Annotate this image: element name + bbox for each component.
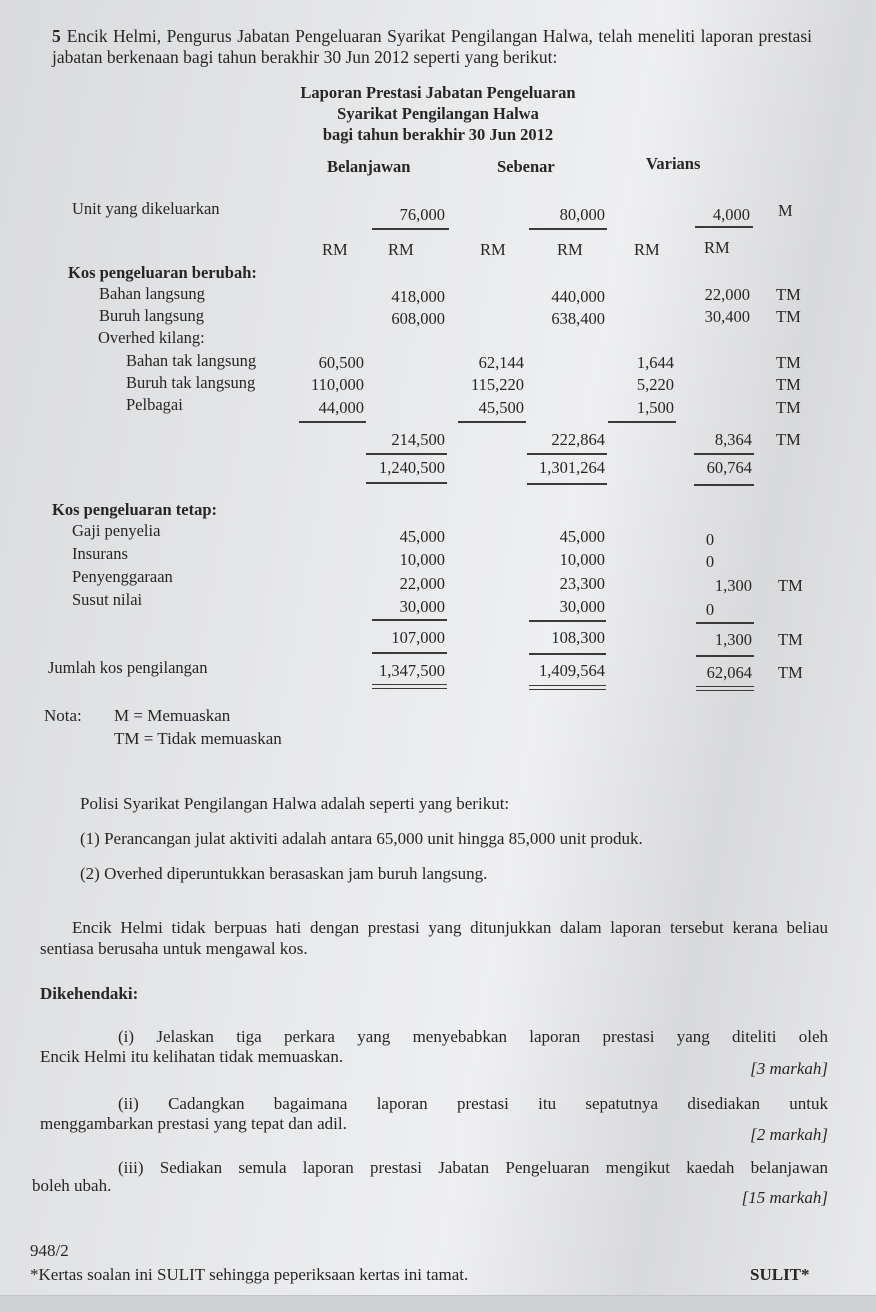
row-budget: 45,000: [399, 527, 445, 546]
grand-total-label: Jumlah kos pengilangan: [48, 658, 208, 677]
underline: [529, 620, 606, 622]
row-budget: 22,000: [399, 574, 445, 593]
units-actual: 80,000: [559, 205, 605, 224]
row-actual-inner: 45,500: [478, 398, 524, 417]
row-budget: 10,000: [399, 550, 445, 569]
policy-intro: Polisi Syarikat Pengilangan Halwa adalah seperti yang berikut:: [80, 794, 510, 813]
report-title-line-2: Syarikat Pengilangan Halwa: [337, 104, 539, 123]
underline: [299, 421, 366, 423]
fixed-subtotal-actual: 108,300: [551, 628, 605, 647]
note-line-1: M = Memuaskan: [114, 706, 231, 725]
row-actual-inner: 115,220: [470, 375, 524, 394]
row-variance-inner: 5,220: [636, 375, 674, 394]
units-budget: 76,000: [399, 205, 445, 224]
overhead-subtotal-budget: 214,500: [391, 430, 445, 449]
row-variance: 30,400: [704, 307, 750, 326]
underline: [696, 622, 754, 624]
units-variance: 4,000: [712, 205, 750, 224]
fixed-subtotal-variance: 1,300: [714, 630, 752, 649]
task-1-number: (i): [118, 1027, 135, 1046]
page-edge: [0, 1295, 876, 1312]
row-label: Penyenggaraan: [72, 567, 173, 586]
confidential-notice: *Kertas soalan ini SULIT sehingga peperiksaan kertas ini tamat.: [30, 1265, 469, 1284]
underline: [696, 655, 754, 657]
task-2-line-2: menggambarkan prestasi yang tepat dan adil.: [40, 1114, 347, 1133]
overhead-subtotal-actual: 222,864: [551, 430, 605, 449]
row-actual-inner: 62,144: [478, 353, 524, 372]
task-1-text: Jelaskan tiga perkara yang menyebabkan laporan prestasi yang diteliti oleh: [156, 1027, 828, 1046]
underline: [695, 226, 753, 228]
row-label: Susut nilai: [72, 590, 143, 609]
row-flag: TM: [776, 430, 801, 449]
row-actual: 23,300: [559, 574, 605, 593]
underline: [527, 483, 607, 485]
row-label: Insurans: [72, 544, 128, 563]
policy-item-1: (1) Perancangan julat aktiviti adalah antara 65,000 unit hingga 85,000 unit produk.: [80, 829, 643, 848]
column-header-budget: Belanjawan: [327, 157, 411, 176]
variable-costs-heading: Kos pengeluaran berubah:: [68, 263, 257, 282]
row-variance-inner: 1,644: [636, 353, 674, 372]
double-underline: [529, 685, 606, 690]
task-1-marks: [3 markah]: [750, 1059, 828, 1078]
currency-label: RM: [634, 240, 660, 259]
currency-label: RM: [322, 240, 348, 259]
question-number: 5: [52, 26, 61, 46]
question-intro: [52, 26, 812, 68]
row-flag: TM: [778, 663, 803, 682]
row-label: Bahan langsung: [99, 284, 205, 303]
note-line-2: TM = Tidak memuaskan: [114, 729, 282, 748]
row-actual: 10,000: [559, 550, 605, 569]
currency-label: RM: [557, 240, 583, 259]
report-title-line-3: bagi tahun berakhir 30 Jun 2012: [322, 125, 554, 144]
grand-total-budget: 1,347,500: [379, 661, 445, 680]
note-label: Nota:: [44, 706, 82, 725]
row-actual: 45,000: [559, 527, 605, 546]
column-header-variance: Varians: [646, 154, 701, 173]
currency-label: RM: [388, 240, 414, 259]
task-2-marks: [2 markah]: [750, 1125, 828, 1144]
underline: [458, 421, 526, 423]
row-flag: TM: [776, 307, 801, 326]
double-underline: [696, 686, 754, 691]
row-budget-inner: 44,000: [318, 398, 364, 417]
grand-total-actual: 1,409,564: [539, 661, 605, 680]
underline: [529, 228, 607, 230]
row-variance: 0: [705, 600, 715, 619]
units-flag: M: [778, 201, 793, 220]
underline: [372, 652, 447, 654]
column-header-actual: Sebenar: [497, 157, 555, 176]
sulit-label: SULIT*: [750, 1265, 810, 1284]
row-budget-inner: 60,500: [318, 353, 364, 372]
underline: [694, 453, 754, 455]
underline: [372, 619, 447, 621]
row-label: Buruh langsung: [99, 306, 204, 325]
row-budget: 418,000: [391, 287, 445, 306]
row-flag: TM: [776, 375, 801, 394]
variable-total-actual: 1,301,264: [539, 458, 605, 477]
row-flag: TM: [776, 353, 801, 372]
task-3-line-1: [118, 1157, 828, 1178]
task-1-line-1: [118, 1026, 828, 1047]
report-title-line-1: Laporan Prestasi Jabatan Pengeluaran: [300, 83, 576, 102]
row-label: Buruh tak langsung: [126, 373, 256, 392]
currency-label: RM: [704, 238, 730, 257]
overhead-heading: Overhed kilang:: [98, 328, 205, 347]
underline: [529, 653, 606, 655]
row-budget: 608,000: [391, 309, 445, 328]
required-heading: Dikehendaki:: [40, 984, 139, 1003]
row-budget: 30,000: [399, 597, 445, 616]
currency-label: RM: [480, 240, 506, 259]
underline: [366, 453, 447, 455]
underline: [608, 421, 676, 423]
underline: [366, 482, 447, 484]
row-flag: TM: [776, 398, 801, 417]
task-1-line-2: Encik Helmi itu kelihatan tidak memuaskan.: [40, 1047, 344, 1066]
overhead-subtotal-variance: 8,364: [714, 430, 752, 449]
task-3-number: (iii): [118, 1158, 144, 1177]
row-variance: 0: [705, 552, 715, 571]
variable-total-variance: 60,764: [706, 458, 752, 477]
row-flag: TM: [776, 285, 801, 304]
row-actual: 440,000: [551, 287, 605, 306]
variable-total-budget: 1,240,500: [379, 458, 445, 477]
row-flag: TM: [778, 576, 803, 595]
fixed-costs-heading: Kos pengeluaran tetap:: [52, 500, 217, 519]
underline: [694, 484, 754, 486]
task-3-line-2: boleh ubah.: [32, 1176, 112, 1195]
row-actual: 638,400: [551, 309, 605, 328]
policy-item-2: (2) Overhed diperuntukkan berasaskan jam buruh langsung.: [80, 864, 488, 883]
question-intro-text: Encik Helmi, Pengurus Jabatan Pengeluaran Syarikat Pengilangan Halwa, telah meneliti laporan prestasi jabatan berkenaan bagi tahun berakhir 30 Jun 2012 seperti yang berikut:: [52, 26, 812, 67]
row-actual: 30,000: [559, 597, 605, 616]
task-2-number: (ii): [118, 1094, 139, 1113]
dissatisfaction-paragraph: Encik Helmi tidak berpuas hati dengan prestasi yang ditunjukkan dalam laporan tersebut kerana beliau sentiasa berusaha untuk mengawal kos.: [40, 918, 828, 958]
double-underline: [372, 684, 447, 689]
grand-total-variance: 62,064: [706, 663, 752, 682]
fixed-subtotal-budget: 107,000: [391, 628, 445, 647]
paper-code: 948/2: [30, 1241, 69, 1260]
row-variance: 22,000: [704, 285, 750, 304]
report-title: [0, 82, 876, 145]
row-label: Gaji penyelia: [72, 521, 161, 540]
row-label: Pelbagai: [126, 395, 183, 414]
task-3-marks: [15 markah]: [741, 1188, 828, 1207]
row-label: Bahan tak langsung: [126, 351, 257, 370]
underline: [527, 453, 607, 455]
underline: [372, 228, 449, 230]
row-variance-inner: 1,500: [636, 398, 674, 417]
task-3-text: Sediakan semula laporan prestasi Jabatan Pengeluaran mengikut kaedah belanjawan: [159, 1158, 828, 1177]
units-label: Unit yang dikeluarkan: [72, 199, 220, 218]
row-variance: 0: [705, 530, 715, 549]
task-2-line-1: [118, 1093, 828, 1114]
row-budget-inner: 110,000: [310, 375, 364, 394]
task-2-text: Cadangkan bagaimana laporan prestasi itu sepatutnya disediakan untuk: [168, 1094, 829, 1113]
row-flag: TM: [778, 630, 803, 649]
row-variance: 1,300: [714, 576, 752, 595]
